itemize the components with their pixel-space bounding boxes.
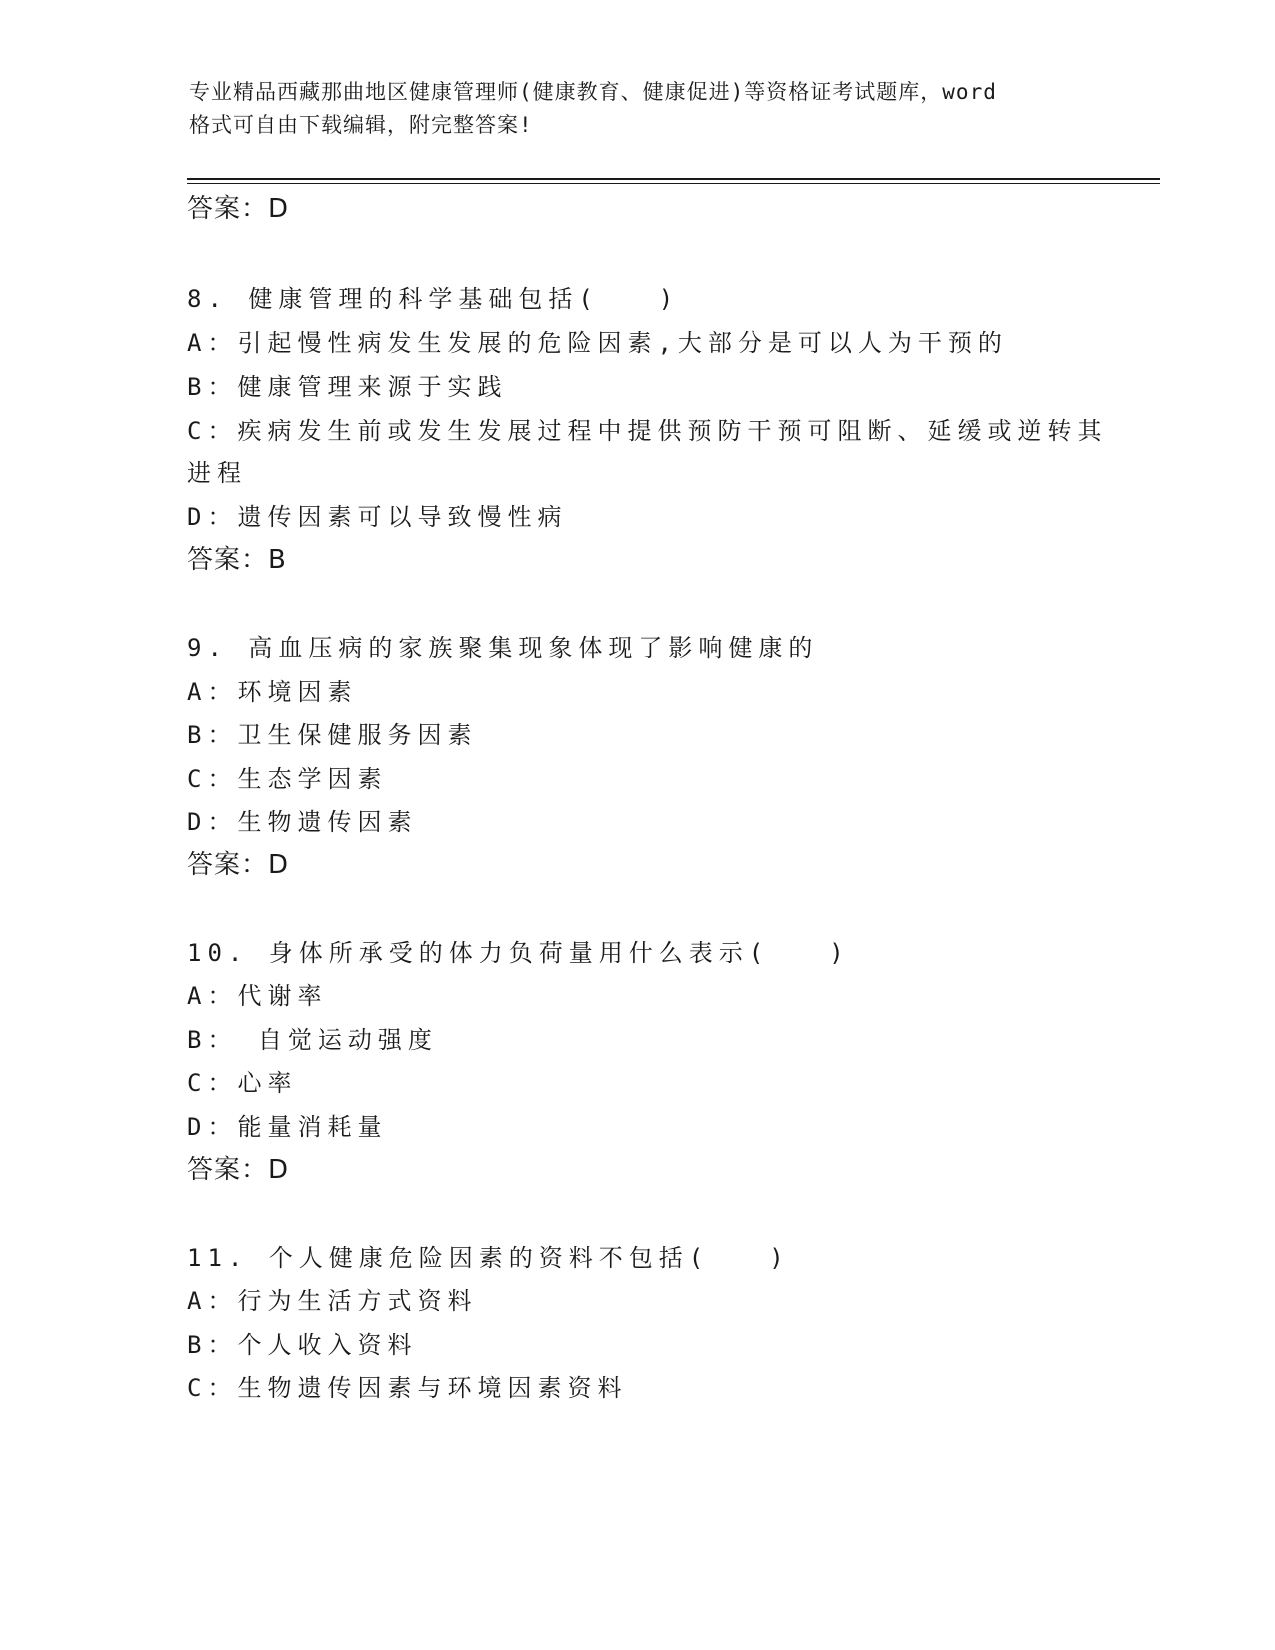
- question-11-option-c: C：生物遗传因素与环境因素资料: [187, 1374, 628, 1402]
- question-10-option-c: C：心率: [187, 1069, 298, 1097]
- question-11-option-a: A：行为生活方式资料: [187, 1287, 478, 1315]
- question-10-option-d: D：能量消耗量: [187, 1113, 388, 1141]
- question-11-stem: 11. 个人健康危险因素的资料不包括( ): [187, 1244, 790, 1272]
- question-9-option-c: C：生态学因素: [187, 765, 388, 793]
- question-8-stem: 8. 健康管理的科学基础包括( ): [187, 285, 680, 313]
- question-9-option-d: D：生物遗传因素: [187, 808, 418, 836]
- header-line-2: 格式可自由下载编辑，附完整答案!: [189, 113, 533, 137]
- question-8-option-a: A：引起慢性病发生发展的危险因素,大部分是可以人为干预的: [187, 329, 1008, 357]
- question-10-option-b: B： 自觉运动强度: [187, 1026, 438, 1054]
- header-rule-thin: [187, 183, 1160, 184]
- question-8-option-c-continued: 进程: [187, 459, 247, 487]
- question-8-option-c: C：疾病发生前或发生发展过程中提供预防干预可阻断、延缓或逆转其: [187, 417, 1108, 445]
- question-8-option-d: D：遗传因素可以导致慢性病: [187, 503, 568, 531]
- previous-answer: 答案：D: [187, 194, 290, 224]
- question-9-option-a: A：环境因素: [187, 678, 358, 706]
- question-9-stem: 9. 高血压病的家族聚集现象体现了影响健康的: [187, 634, 819, 662]
- question-9-option-b: B：卫生保健服务因素: [187, 721, 478, 749]
- header-line-1: 专业精品西藏那曲地区健康管理师(健康教育、健康促进)等资格证考试题库，word: [189, 80, 997, 104]
- question-11-option-b: B：个人收入资料: [187, 1331, 418, 1359]
- document-header: [189, 76, 1099, 142]
- question-9-answer: 答案：D: [187, 850, 290, 880]
- question-10-option-a: A：代谢率: [187, 982, 328, 1010]
- question-8-answer: 答案：B: [187, 545, 287, 575]
- question-8-option-b: B：健康管理来源于实践: [187, 373, 508, 401]
- question-10-answer: 答案：D: [187, 1155, 290, 1185]
- header-rule-thick: [187, 178, 1160, 180]
- question-10-stem: 10. 身体所承受的体力负荷量用什么表示( ): [187, 939, 850, 967]
